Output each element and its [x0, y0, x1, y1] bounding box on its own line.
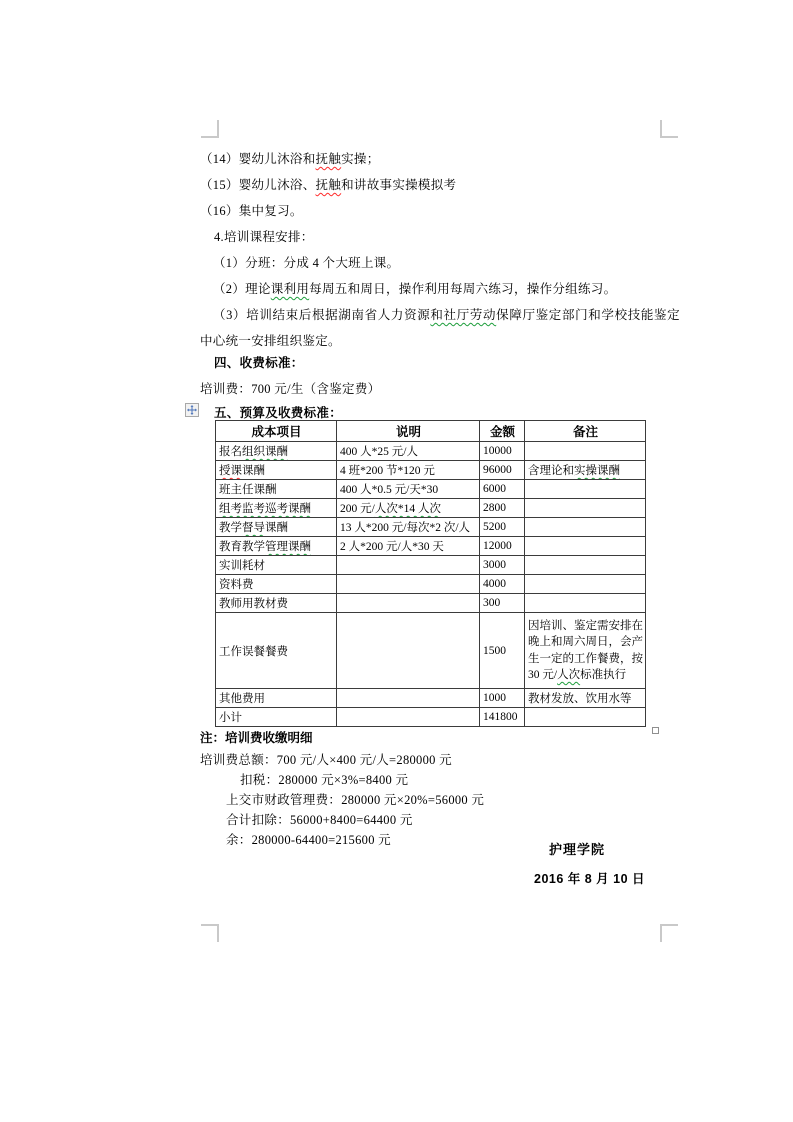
margin-mark-bottom-left-icon [201, 924, 219, 942]
cell-description [337, 537, 480, 556]
margin-mark-top-right-icon [660, 120, 678, 138]
cell-remark [525, 594, 646, 613]
table-row [216, 461, 646, 480]
spellcheck-flagged-text: 实操课酬 [574, 465, 620, 477]
cell-remark [525, 537, 646, 556]
text-run: 实训耗材 [219, 560, 265, 572]
table-row [216, 499, 646, 518]
paragraph [200, 224, 680, 250]
text-run: 工作误餐餐费 [219, 645, 288, 658]
cell-amount: 4000 [480, 575, 525, 594]
text-run: 教材发放、饮用水等 [528, 693, 632, 705]
paragraph [200, 172, 680, 198]
cell-cost-item [216, 461, 337, 480]
table-resize-icon[interactable] [652, 727, 659, 734]
section-heading [200, 350, 680, 376]
text-run: 报名 [219, 446, 242, 458]
text-run: 每周五和周日，操作利用每周六练习，操作分组练习。 [309, 282, 617, 296]
cell-remark [525, 556, 646, 575]
cell-cost-item [216, 689, 337, 708]
text-run: （14）婴幼儿沐浴和 [200, 152, 316, 166]
cell-cost-item [216, 480, 337, 499]
spellcheck-flagged-text: 和社厅劳动 [430, 308, 497, 322]
margin-mark-top-left-icon [201, 120, 219, 138]
text-run: 培训费：700 元/生（含鉴定费） [200, 382, 381, 396]
note-line: 培训费总额：700 元/人×400 元/人=280000 元 [200, 753, 452, 767]
text-run: 其他费用 [219, 693, 265, 705]
cell-amount: 6000 [480, 480, 525, 499]
text-run: 五、预算及收费标准： [214, 406, 343, 420]
text-run: （3）培训结束后根据湖南省人力资源 [213, 308, 431, 322]
cell-description [337, 613, 480, 689]
col-header-amount: 金额 [480, 421, 525, 442]
paragraph [200, 198, 680, 224]
spellcheck-flagged-text: 组织课酬 [242, 446, 288, 458]
cell-remark [525, 613, 646, 689]
spellcheck-flagged-text: 课利用 [270, 282, 310, 296]
cell-amount: 10000 [480, 442, 525, 461]
text-run: 含理论和 [528, 465, 574, 477]
table-header-row [216, 421, 646, 442]
cell-cost-item [216, 537, 337, 556]
budget-table [215, 420, 646, 727]
cell-amount: 3000 [480, 556, 525, 575]
margin-mark-bottom-right-icon [660, 924, 678, 942]
cell-description [337, 594, 480, 613]
text-run: （15）婴幼儿沐浴、 [200, 178, 316, 192]
col-header-remark: 备注 [525, 421, 646, 442]
spellcheck-flagged-text: 督导 [242, 522, 265, 534]
text-run: 资料费 [219, 579, 254, 591]
spellcheck-flagged-text: 人次 [557, 669, 581, 681]
note-line: 扣税：280000 元×3%=8400 元 [240, 773, 409, 787]
cell-remark [525, 442, 646, 461]
cell-remark [525, 461, 646, 480]
text-run: 小计 [219, 712, 242, 724]
cell-cost-item [216, 575, 337, 594]
table-row [216, 708, 646, 727]
note-title: 注：培训费收缴明细 [200, 731, 313, 745]
table-row [216, 594, 646, 613]
text-run: 200 元/ [340, 503, 375, 515]
cell-cost-item [216, 518, 337, 537]
cell-remark [525, 518, 646, 537]
text-run: 400 人*0.5 元/天*30 [340, 484, 439, 496]
table-row [216, 480, 646, 499]
text-run: 因培训、鉴定需安排在晚上和周六周日，会产生一定的工作餐费，按30 元/ [528, 619, 643, 681]
cell-remark [525, 689, 646, 708]
text-run: 实操； [341, 152, 380, 166]
paragraph [200, 276, 680, 302]
table-row [216, 537, 646, 556]
paragraph [200, 302, 680, 354]
table-row [216, 613, 646, 689]
cell-amount: 96000 [480, 461, 525, 480]
cell-cost-item [216, 442, 337, 461]
paragraph [200, 146, 680, 172]
text-run: 四、收费标准： [214, 356, 304, 370]
cell-description [337, 442, 480, 461]
spellcheck-flagged-text: 人次*14 人次 [374, 503, 441, 515]
cell-description [337, 708, 480, 727]
spellcheck-flagged-text: 授课 [219, 465, 242, 477]
table-row [216, 518, 646, 537]
cell-cost-item [216, 556, 337, 575]
text-run: 和讲故事实操模拟考 [341, 178, 457, 192]
table-row [216, 689, 646, 708]
cell-cost-item [216, 594, 337, 613]
cell-remark [525, 575, 646, 594]
note-line: 上交市财政管理费：280000 元×20%=56000 元 [226, 793, 485, 807]
text-run: （2）理论 [213, 282, 271, 296]
cell-amount: 141800 [480, 708, 525, 727]
text-run: 教师用教材费 [219, 598, 288, 610]
text-run: 班主任课酬 [219, 484, 277, 496]
text-run: 教学 [219, 522, 242, 534]
table-move-icon[interactable] [185, 403, 199, 417]
move-cross-icon [187, 405, 197, 415]
cell-cost-item [216, 499, 337, 518]
text-run: 2 人*200 元/人*30 天 [340, 541, 444, 553]
text-run: 课酬 [242, 465, 265, 477]
spellcheck-flagged-text: 组考监考巡考课酬 [219, 503, 311, 515]
cell-amount: 2800 [480, 499, 525, 518]
col-header-description: 说明 [337, 421, 480, 442]
cell-amount: 1500 [480, 613, 525, 689]
text-run: （16）集中复习。 [200, 204, 303, 218]
text-run: 保障厅鉴定部门和学校技能鉴定中心统一安排组织鉴定。 [200, 308, 680, 348]
text-run: 标准执行 [580, 669, 627, 681]
spellcheck-flagged-text: 抚触 [315, 152, 342, 166]
cell-amount: 1000 [480, 689, 525, 708]
col-header-item: 成本项目 [216, 421, 337, 442]
cell-description [337, 461, 480, 480]
paragraph [200, 250, 680, 276]
cell-description [337, 556, 480, 575]
signature-date: 2016 年 8 月 10 日 [534, 872, 646, 886]
cell-description [337, 689, 480, 708]
signature-organization: 护理学院 [549, 842, 606, 857]
cell-description [337, 499, 480, 518]
cell-remark [525, 480, 646, 499]
text-run: 4.培训课程安排： [214, 230, 314, 244]
cell-cost-item [216, 613, 337, 689]
spellcheck-flagged-text: 管理课酬 [265, 541, 311, 553]
text-run: （1）分班：分成 4 个大班上课。 [213, 256, 400, 270]
cell-amount: 12000 [480, 537, 525, 556]
text-run: 4 班*200 节*120 元 [340, 465, 435, 477]
text-run: 课酬 [265, 522, 288, 534]
cell-description [337, 518, 480, 537]
cell-remark [525, 499, 646, 518]
paragraph [200, 376, 680, 402]
note-line: 余：280000-64400=215600 元 [226, 833, 391, 847]
text-run: 教育教学 [219, 541, 265, 553]
text-run: 400 人*25 元/人 [340, 446, 418, 458]
text-run: 13 人*200 元/每次*2 次/人 [340, 522, 471, 534]
table-row [216, 442, 646, 461]
note-line: 合计扣除：56000+8400=64400 元 [226, 813, 413, 827]
cell-description [337, 480, 480, 499]
spellcheck-flagged-text: 抚触 [315, 178, 342, 192]
table-row [216, 556, 646, 575]
cell-amount: 300 [480, 594, 525, 613]
table-row [216, 575, 646, 594]
cell-amount: 5200 [480, 518, 525, 537]
cell-cost-item [216, 708, 337, 727]
cell-remark [525, 708, 646, 727]
cell-description [337, 575, 480, 594]
